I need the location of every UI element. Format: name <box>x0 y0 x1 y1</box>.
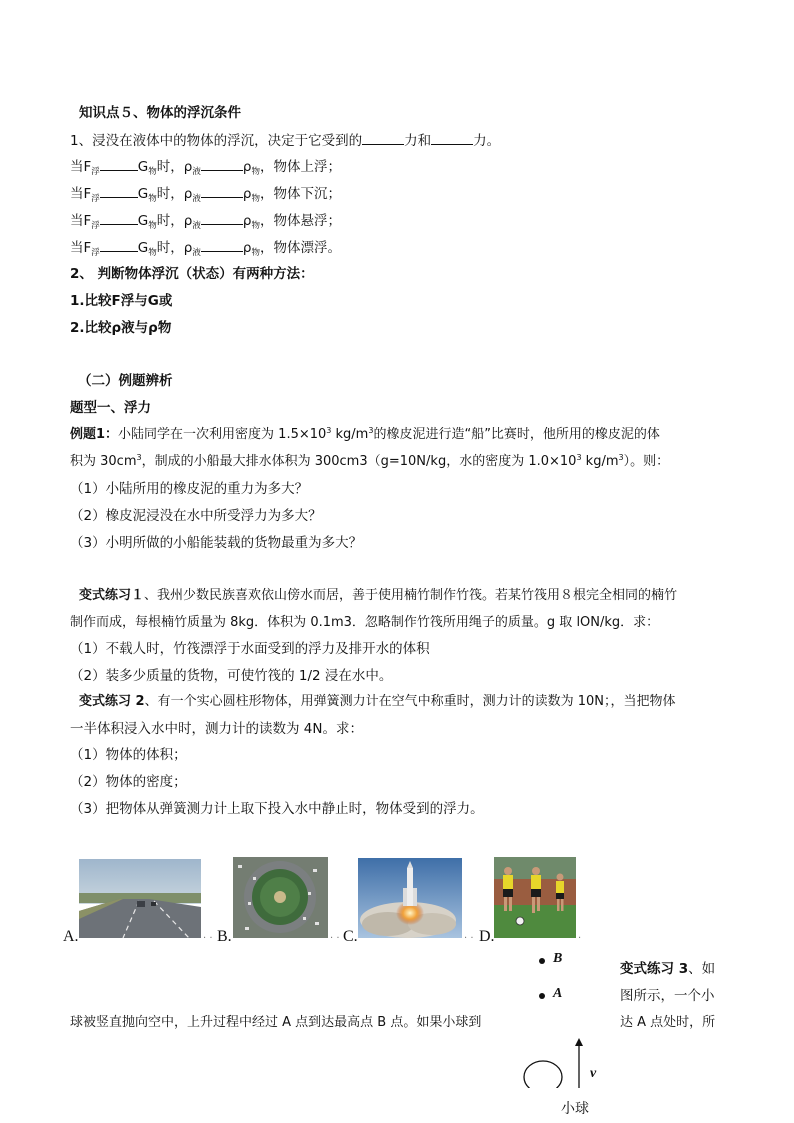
velocity-label: v <box>590 1066 597 1081</box>
variant-1-question-2: （2）装多少质量的货物，可使竹筏的 1/2 浸在水中。 <box>70 668 393 684</box>
examples-header: （二）例题辨析 <box>78 373 173 389</box>
variant-2-question-2: （2）物体的密度； <box>70 774 187 790</box>
option-c-separator: · · <box>464 933 474 944</box>
method-1: 1.比较F浮与G或 <box>70 293 173 309</box>
point-b-label: B <box>553 951 563 966</box>
variant-3-line-1: 变式练习 3、如 <box>620 961 716 977</box>
variant-3-left-text: 球被竖直抛向空中，上升过程中经过 A 点到达最高点 B 点。如果小球到 <box>70 1015 482 1030</box>
variant-2-line-2: 一半体积浸入水中时，测力计的读数为 4N。求： <box>70 721 363 737</box>
condition-line-4: 当$F_浮$ $G_物$时，$\rho_液$ $\rho_物$，物体漂浮。 <box>70 240 341 258</box>
condition-line-1: 当$F_浮$ $G_物$时，$\rho_液$ $\rho_物$，物体上浮； <box>70 159 341 177</box>
highway-photo <box>79 859 201 938</box>
variant-3-line-2: 图所示，一个小 <box>620 988 715 1004</box>
variant-1-line-2: 制作而成，每根楠竹质量为 8kg．体积为 0.1m3．忽略制作竹筏所用绳子的质量。g 取 lON/kg．求： <box>70 615 660 630</box>
variant-2-question-1: （1）物体的体积； <box>70 747 187 763</box>
example-1-line-2: 积为 $30cm^3$，制成的小船最大排水体积为 300cm3（g=10N/kg，水的密度为 $1.0\times 10^3$ $kg/m^3$）。则： <box>70 453 670 469</box>
example-1-question-2: （2）橡皮泥浸没在水中所受浮力为多大？ <box>70 508 322 524</box>
ball-label: 小球 <box>561 1101 589 1117</box>
option-b-separator: · · <box>330 933 340 944</box>
variant-2-question-3: （3）把物体从弹簧测力计上取下投入水中静止时，物体受到的浮力。 <box>70 801 484 817</box>
question-2-title: 2、 判断物体浮沉（状态）有两种方法： <box>70 266 314 282</box>
section-title: 知识点５、物体的浮沉条件 <box>79 105 241 121</box>
rocket-launch-photo <box>358 858 462 938</box>
variant-1-question-1: （1）不载人时，竹筏漂浮于水面受到的浮力及排开水的体积 <box>70 641 430 657</box>
method-2: 2.比较ρ液与ρ物 <box>70 320 172 336</box>
point-a-label: A <box>553 986 563 1001</box>
football-photo <box>494 857 576 938</box>
option-d-label: D. <box>479 928 495 945</box>
option-b-label: B. <box>217 928 232 945</box>
option-d-separator: · <box>578 933 582 944</box>
point-a-dot <box>539 993 545 999</box>
option-a-label: A. <box>63 928 79 945</box>
ball-diagram <box>515 1038 595 1088</box>
option-a-separator: · · <box>203 933 213 944</box>
question-1: 1、浸没在液体中的物体的浮沉，决定于它受到的 力和 力。 <box>70 133 501 149</box>
condition-line-3: 当$F_浮$ $G_物$时，$\rho_液$ $\rho_物$，物体悬浮； <box>70 213 341 231</box>
variant-1-line-1: 变式练习１、我州少数民族喜欢依山傍水而居，善于使用楠竹制作竹筏。若某竹筏用８根完全相同的楠竹 <box>79 588 678 603</box>
roundabout-photo <box>233 857 328 938</box>
type-heading: 题型一、浮力 <box>70 400 151 416</box>
condition-line-2: 当$F_浮$ $G_物$时，$\rho_液$ $\rho_物$，物体下沉； <box>70 186 341 204</box>
example-1-question-1: （1）小陆所用的橡皮泥的重力为多大？ <box>70 481 309 497</box>
example-1-question-3: （3）小明所做的小船能装载的货物最重为多大？ <box>70 535 363 551</box>
example-1-line-1: 例题1：小陆同学在一次利用密度为 $1.5\times 10^3$ $kg/m^3$的橡皮泥进行造“船”比赛时，他所用的橡皮泥的体 <box>70 426 660 442</box>
variant-2-line-1: 变式练习 2、有一个实心圆柱形物体，用弹簧测力计在空气中称重时，测力计的读数为 10N；，当把物体 <box>79 694 676 709</box>
option-c-label: C. <box>343 928 358 945</box>
variant-3-line-3: 达 A 点处时，所 <box>620 1015 716 1030</box>
point-b-dot <box>539 958 545 964</box>
